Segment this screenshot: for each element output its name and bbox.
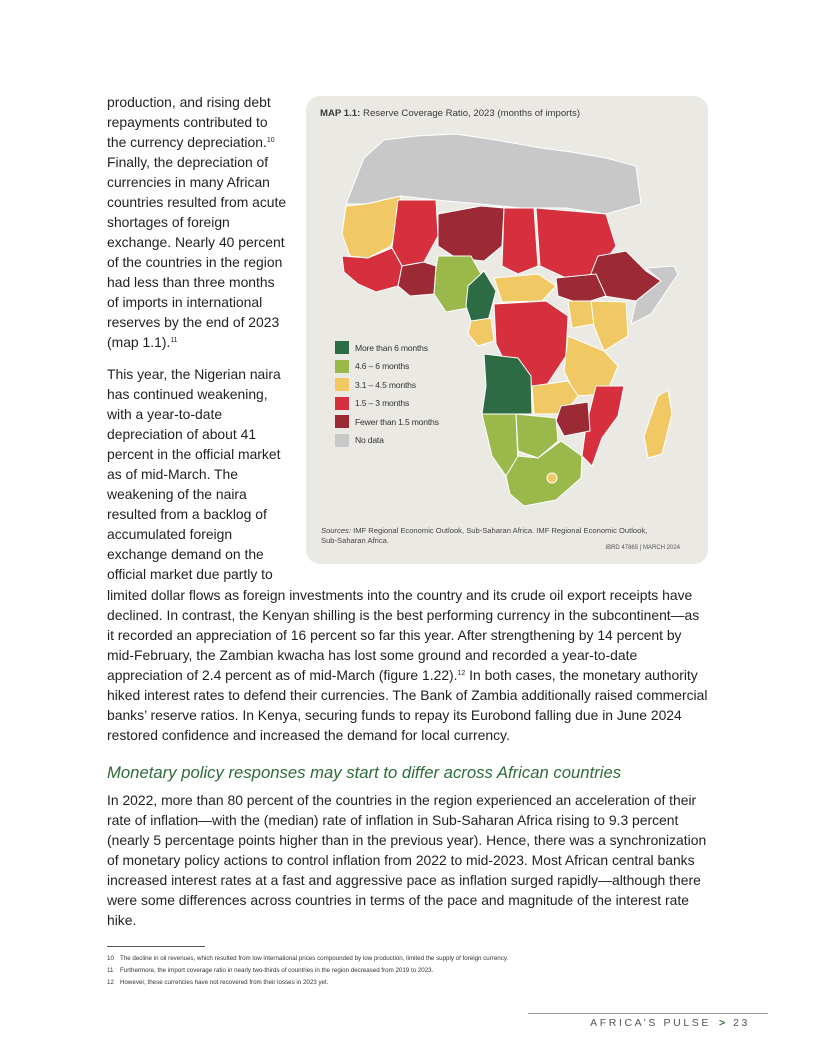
publication-name: AFRICA’S PULSE — [590, 1017, 711, 1029]
legend-label: No data — [355, 435, 384, 446]
region-uganda — [568, 301, 594, 328]
map-id: IBRD 47865 | MARCH 2024 — [605, 545, 680, 551]
legend-label: 1.5 – 3 months — [355, 398, 410, 409]
sources-label: Sources: — [321, 526, 351, 535]
region-mali — [392, 200, 438, 266]
footer-divider — [528, 1013, 768, 1014]
footnote-text: Furthermore, the import coverage ratio in nearly two-thirds of countries in the region decreased from 2019 to 2023. — [120, 967, 434, 974]
footnote-text: However, these currencies have not recovered from their losses in 2023 yet. — [120, 979, 329, 986]
legend-label: More than 6 months — [355, 342, 428, 353]
region-gulf-dark — [398, 262, 436, 296]
legend-swatch — [335, 341, 349, 354]
legend-item — [335, 340, 439, 355]
legend-label: Fewer than 1.5 months — [355, 416, 439, 427]
footnote-ref[interactable]: 12 — [457, 670, 466, 677]
region-chad — [502, 208, 538, 274]
map-title-text: Reserve Coverage Ratio, 2023 (months of imports) — [360, 108, 581, 119]
footnote-text: The decline in oil revenues, which resulted from low international prices compounded by low production, limited the supply of foreign currency. — [120, 955, 509, 962]
region-madagascar — [644, 390, 672, 458]
region-lesotho — [547, 473, 557, 483]
paragraph: In 2022, more than 80 percent of the countries in the region experienced an acceleration of their rate of inflation—with the (median) rate of inflation in Sub-Saharan Africa rising to 9.3 percent (nearly 5 percentage points higher than in the previous year). Hence, there was a synchronization of monetary policy actions to control inflation from 2022 to mid-2023. Most African central banks increased interest rates at a fast and aggressive pace as inflation surged rapidly—although there were some differences across countries in terms of the pace and magnitude of the interest rate hike. — [107, 792, 707, 928]
paragraph-text: In both cases, the monetary authority hiked interest rates to defend their currencies. The Bank of Zambia additionally raised commercial banks’ reserve ratios. In Kenya, securing funds to repay its Eurobond falling due in June 2024 restored confidence and increased the demand for local currency. — [107, 667, 708, 743]
sources-text: IMF Regional Economic Outlook, Sub-Saharan Africa. IMF Regional Economic Outlook, Sub-Saharan Africa. — [321, 526, 648, 545]
legend-swatch — [335, 397, 349, 410]
paragraph — [107, 364, 287, 584]
legend-swatch — [335, 378, 349, 391]
legend-item — [335, 377, 439, 392]
footnote-number: 10 — [107, 955, 114, 962]
legend-swatch — [335, 360, 349, 373]
region-gabon — [468, 318, 494, 346]
paragraph-text: limited dollar flows as foreign investments into the country and its crude oil export receipts have declined. In contrast, the Kenyan shilling is the best performing currency in the subcontinent—as it recorded an appreciation of 16 percent so far this year. After strengthening by 14 percent by mid-February, the Zambian kwacha has lost some ground and recorded a year-to-date appreciation of 2.4 percent as of mid-March (figure 1.22). — [107, 587, 700, 683]
footnote-ref[interactable]: 10 — [266, 137, 275, 144]
legend-label: 4.6 – 6 months — [355, 361, 410, 372]
region-kenya — [591, 301, 628, 351]
section-heading: Monetary policy responses may start to differ across African countries — [107, 763, 622, 782]
legend-swatch — [335, 415, 349, 428]
footnote-number: 11 — [107, 967, 114, 974]
footnote — [107, 977, 727, 989]
legend-item — [335, 414, 439, 429]
map-label: MAP 1.1: — [320, 108, 361, 119]
region-south-sudan — [556, 274, 606, 304]
footnote — [107, 965, 727, 977]
region-car — [494, 274, 556, 302]
legend-label: 3.1 – 4.5 months — [355, 379, 416, 390]
region-niger-chad — [438, 206, 504, 261]
section-body — [107, 790, 709, 930]
paragraph — [107, 585, 709, 745]
full-width-text — [107, 585, 709, 745]
paragraph-text: This year, the Nigerian naira has continued weakening, with a year-to-date depreciation of about 41 percent in the official market as of mid-March. The weakening of the naira resulted from a backlog of accumulated foreign exchange demand on the official market due partly to — [107, 366, 281, 582]
map-sources — [321, 526, 661, 545]
paragraph — [107, 92, 287, 352]
paragraph-text: Finally, the depreciation of currencies in many African countries resulted from acute shortages of foreign exchange. Nearly 40 percent of the countries in the region had less than three months of imports in international reserves by the end of 2023 (map 1.1). — [107, 154, 287, 350]
footnotes — [107, 953, 727, 989]
footnote-ref[interactable]: 11 — [170, 337, 178, 344]
region-zimbabwe — [556, 402, 590, 436]
map-legend — [335, 340, 439, 452]
legend-item — [335, 433, 439, 448]
footnote-number: 12 — [107, 979, 114, 986]
paragraph-text: production, and rising debt repayments contributed to the currency depreciation. — [107, 94, 271, 150]
page-footer — [590, 1017, 750, 1029]
page-number: 23 — [733, 1017, 750, 1029]
legend-swatch — [335, 434, 349, 447]
legend-item — [335, 359, 439, 374]
africa-map — [306, 96, 708, 564]
footnote — [107, 953, 727, 965]
footnote-divider — [107, 946, 205, 947]
narrow-column-text — [107, 92, 287, 596]
map-panel — [306, 96, 708, 564]
chevron-right-icon: > — [718, 1017, 726, 1029]
legend-item — [335, 396, 439, 411]
